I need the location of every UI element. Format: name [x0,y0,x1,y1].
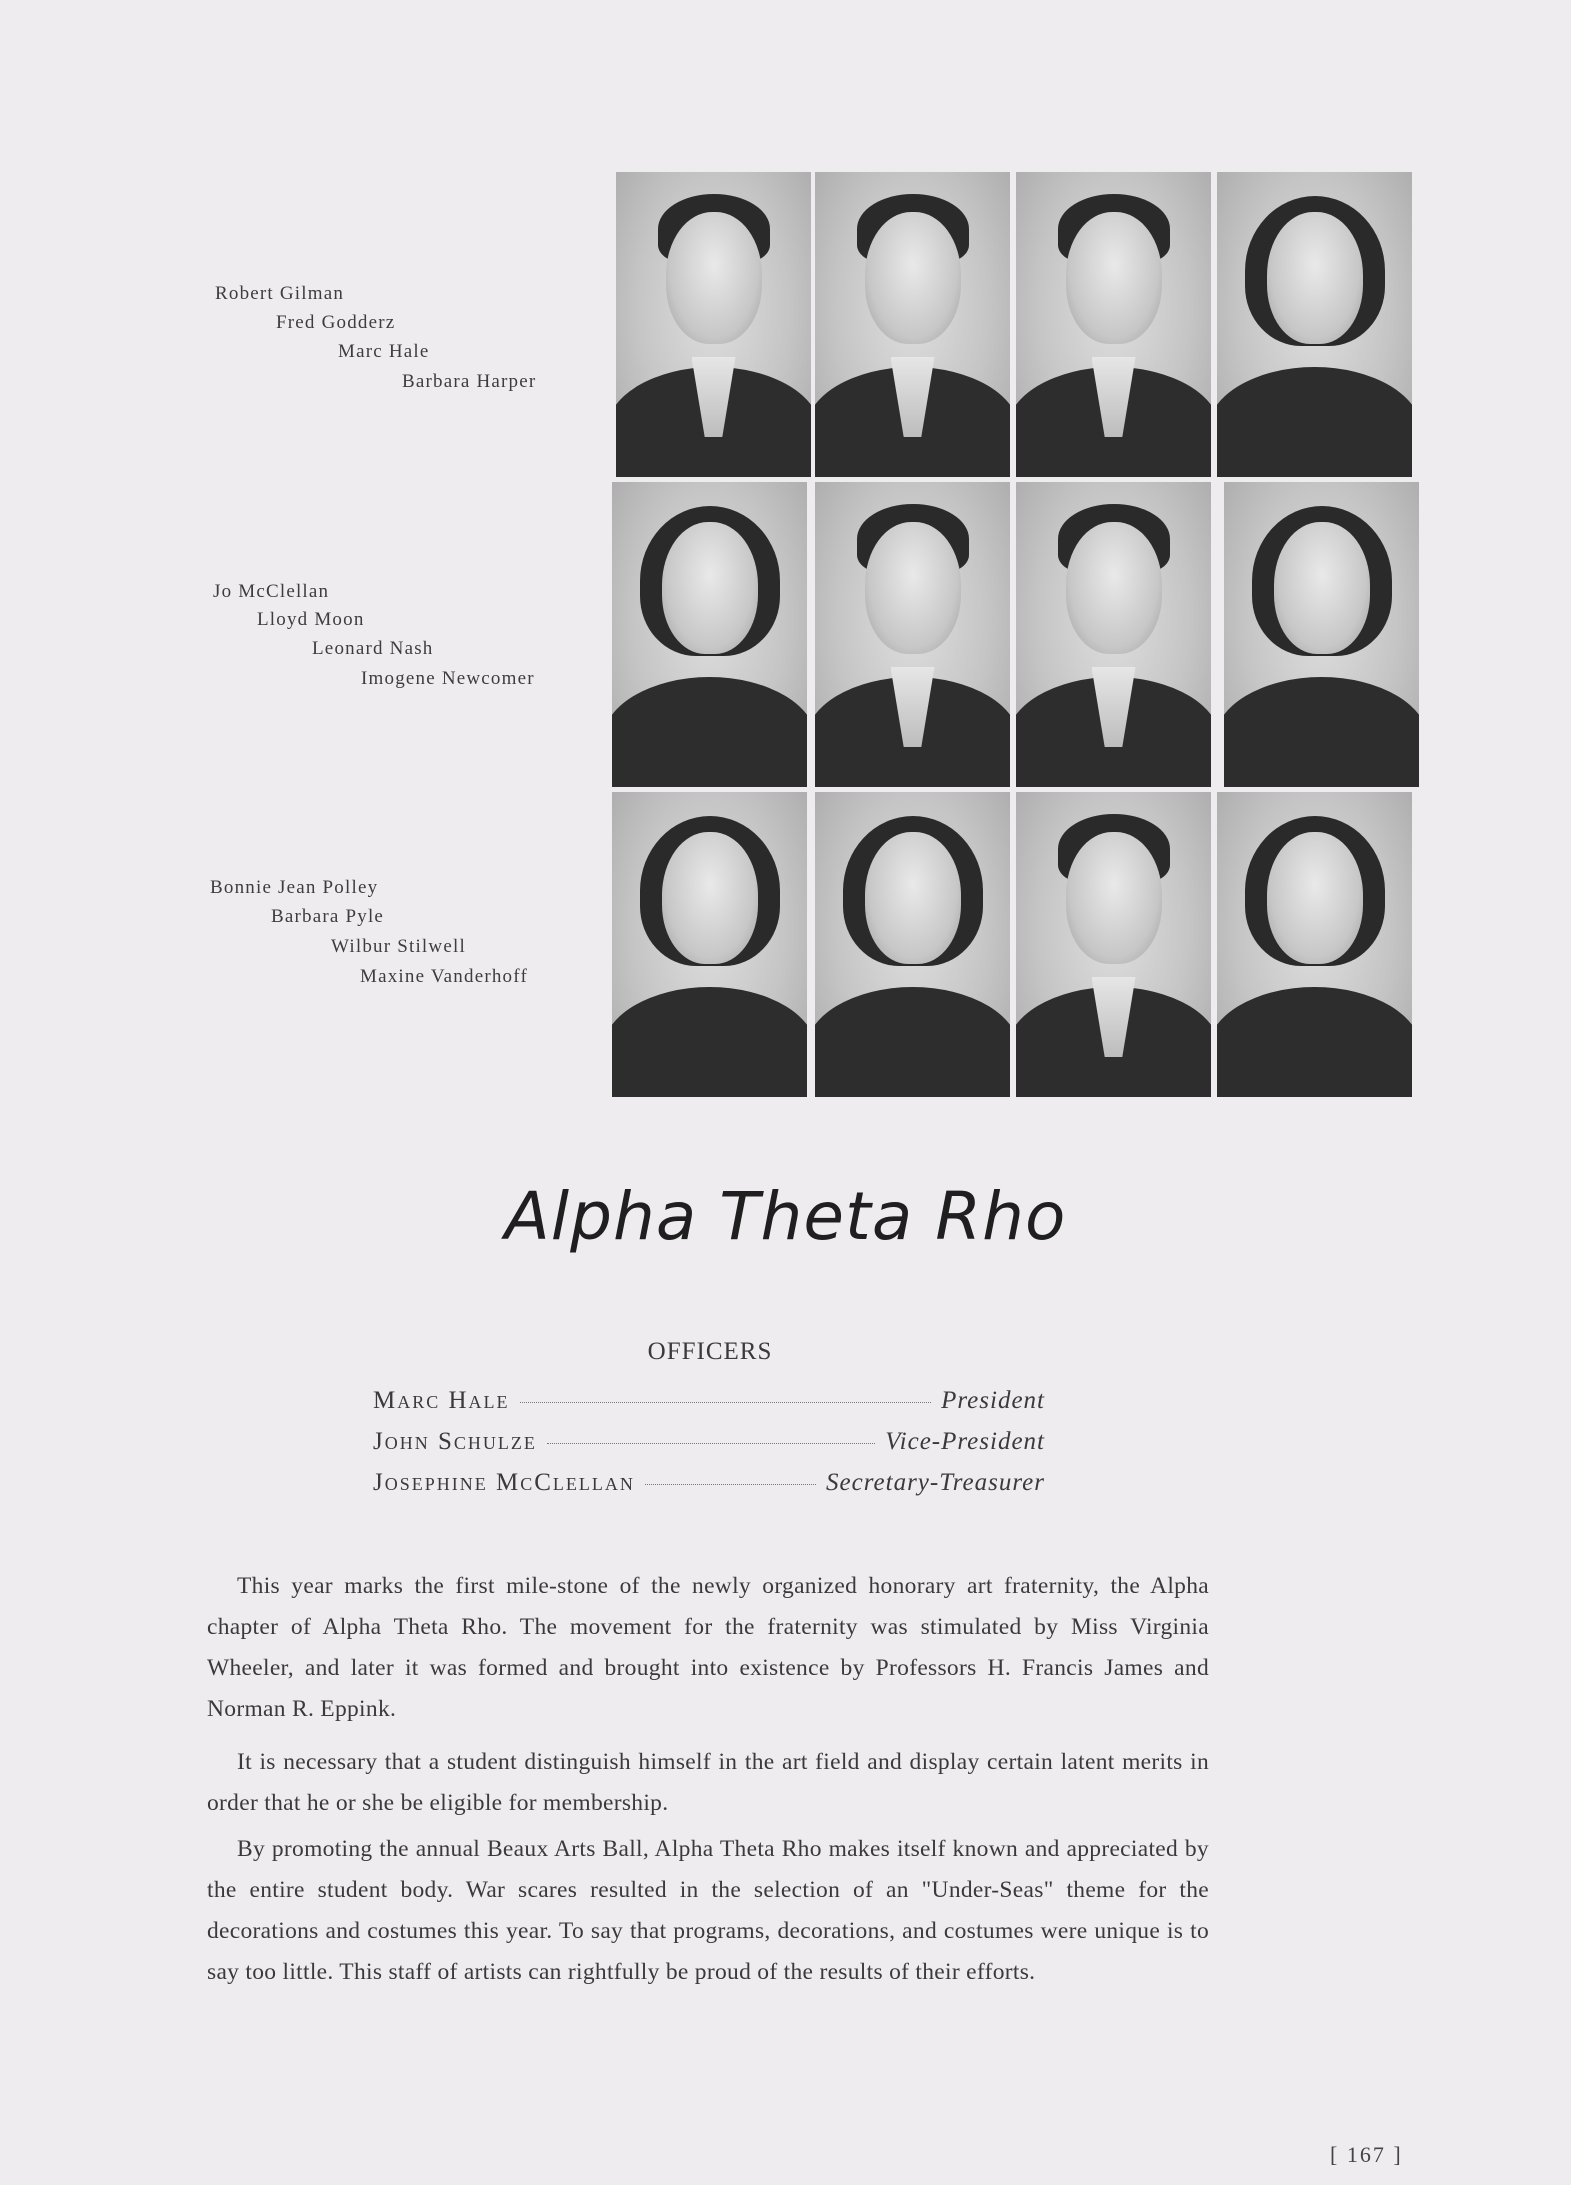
officer-role: President [941,1387,1045,1414]
member-name: Imogene Newcomer [361,668,535,689]
portrait-photo [815,482,1010,787]
page-title: Alpha Theta Rho [504,1178,1067,1255]
member-name: Robert Gilman [215,283,345,304]
portrait-photo [1217,792,1412,1097]
portrait-photo [1224,482,1419,787]
member-name: Barbara Pyle [271,906,385,927]
portrait-photo [1217,172,1412,477]
member-name: Bonnie Jean Polley [210,877,379,898]
body-paragraph: This year marks the first mile-stone of the newly organized honorary art fraternity, the Alpha chapter of Alpha Theta Rho. The movement for the fraternity was stimulated by Miss Virginia Wheeler, and later it was formed and brought into existence by Professors H. Francis James and Norman R. Eppink. [207,1573,1209,1722]
portrait-photo [616,172,811,477]
member-name: Marc Hale [338,341,430,362]
portrait-photo [815,792,1010,1097]
officer-name: John Schulze [373,1428,537,1455]
member-name: Maxine Vanderhoff [360,966,528,987]
portrait-photo [1016,482,1211,787]
officer-row [373,1469,1045,1503]
body-paragraph: It is necessary that a student distinguish himself in the art field and display certain latent merits in order that he or she be eligible for membership. [207,1749,1209,1816]
portrait-photo [1016,172,1211,477]
portrait-photo [612,482,807,787]
portrait-photo [815,172,1010,477]
member-name: Lloyd Moon [257,609,365,630]
officers-heading: OFFICERS [647,1338,773,1365]
page-number: [ 167 ] [1330,2142,1403,2167]
officer-row [373,1428,1045,1462]
member-name: Fred Godderz [276,312,396,333]
member-name: Leonard Nash [312,638,434,659]
dotted-leader [547,1443,875,1444]
body-paragraph: By promoting the annual Beaux Arts Ball, Alpha Theta Rho makes itself known and appreciated by the entire student body. War scares resulted in the selection of an "Under-Seas" theme for the decorations and costumes this year. To say that programs, decorations, and costumes were unique is to say too little. This staff of artists can rightfully be proud of the results of their efforts. [207,1836,1209,1985]
member-name: Jo McClellan [213,581,330,602]
portrait-grid [612,172,1414,1097]
dotted-leader [520,1402,932,1403]
officer-name: Josephine McClellan [373,1469,635,1496]
officer-row [373,1387,1045,1421]
dotted-leader [645,1484,816,1485]
officer-role: Vice-President [885,1428,1045,1455]
officer-role: Secretary-Treasurer [826,1469,1045,1496]
portrait-photo [1016,792,1211,1097]
portrait-photo [612,792,807,1097]
officer-name: Marc Hale [373,1387,510,1414]
member-name: Barbara Harper [402,371,537,392]
member-name: Wilbur Stilwell [331,936,466,957]
